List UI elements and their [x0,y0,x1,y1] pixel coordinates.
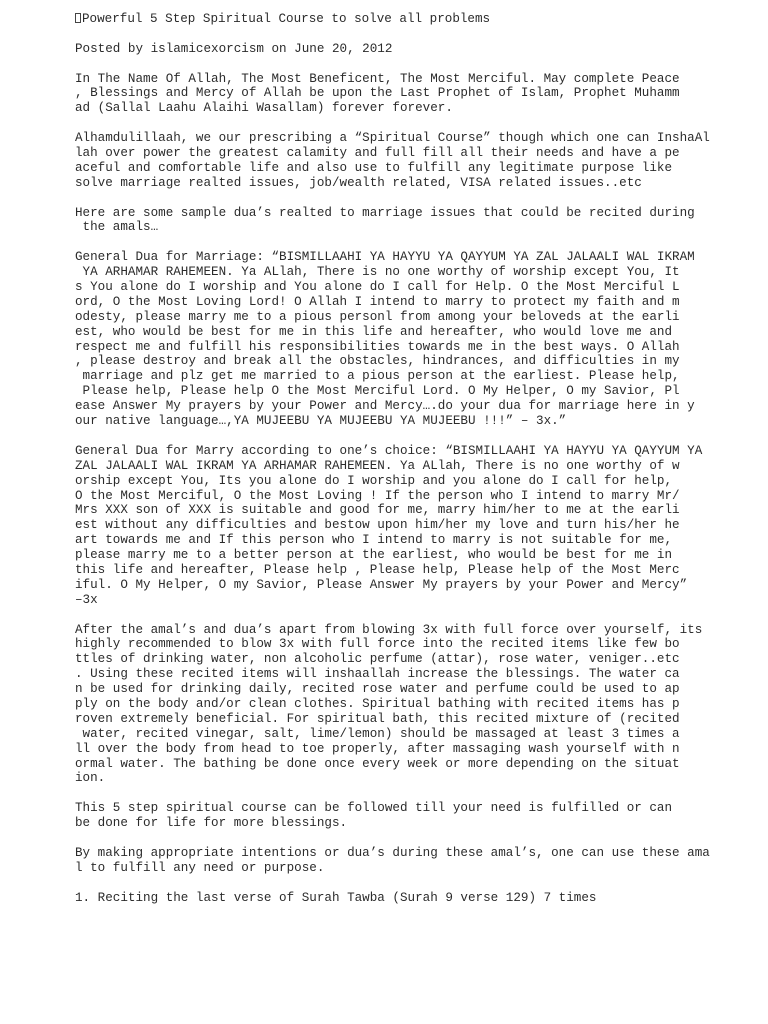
text-line: s You alone do I worship and You alone do I call for Help. O the Most Merciful L [75,280,680,295]
text-line: ZAL JALAALI WAL IKRAM YA ARHAMAR RAHEMEEN. Ya ALlah, There is no one worthy of w [75,458,680,473]
text-line: Here are some sample dua’s realted to marriage issues that could be recited during [75,205,695,220]
text-line: marriage and plz get me married to a pious person at the earliest. Please help, [75,369,680,384]
general-dua-choice-paragraph [75,444,715,608]
text-line: est, who would be best for me in this life and hereafter, who would love me and [75,324,673,339]
text-line: 1. Reciting the last verse of Surah Tawba (Surah 9 verse 129) 7 times [75,890,597,905]
text-line: roven extremely beneficial. For spiritual bath, this recited mixture of (recited [75,711,680,726]
text-line: aceful and comfortable life and also use to fulfill any legitimate purpose like [75,160,673,175]
paragraph-list [75,72,715,906]
sample-dua-paragraph [75,206,715,236]
text-line: be done for life for more blessings. [75,816,348,831]
text-line: please marry me to a better person at the earliest, who would be best for me in [75,548,673,563]
intentions-paragraph [75,846,715,876]
paragraph-gap [75,27,715,42]
post-byline: Posted by islamicexorcism on June 20, 2012 [75,41,393,56]
text-line: highly recommended to blow 3x with full force into the recited items like few bo [75,637,680,652]
text-line: this life and hereafter, Please help , Please help, Please help of the Most Merc [75,562,680,577]
text-line: By making appropriate intentions or dua’s during these amal’s, one can use these ama [75,845,710,860]
text-line: est without any difficulties and bestow upon him/her my love and turn his/her he [75,518,680,533]
text-line: art towards me and If this person who I intend to marry is not suitable for me, [75,533,673,548]
document-body [75,12,715,905]
step-one-paragraph [75,891,715,906]
paragraph-gap [75,786,715,801]
paragraph-gap [75,608,715,623]
text-line: General Dua for Marriage: “BISMILLAAHI YA HAYYU YA QAYYUM YA ZAL JALAALI WAL IKRAM [75,250,695,265]
follow-course-paragraph [75,801,715,831]
text-line: iful. O My Helper, O my Savior, Please Answer My prayers by your Power and Mercy” [75,577,688,592]
text-line: General Dua for Marry according to one’s choice: “BISMILLAAHI YA HAYYU YA QAYYUM YA [75,443,703,458]
text-line: , please destroy and break all the obstacles, hindrances, and difficulties in my [75,354,680,369]
paragraph-gap [75,429,715,444]
text-line: Alhamdulillaah, we our prescribing a “Spiritual Course” though which one can InshaAl [75,131,710,146]
text-line: n be used for drinking daily, recited rose water and perfume could be used to ap [75,682,680,697]
text-line: ad (Sallal Laahu Alaihi Wasallam) forever forever. [75,101,453,116]
text-line: our native language…,YA MUJEEBU YA MUJEEBU YA MUJEEBU !!!” – 3x.” [75,414,567,429]
paragraph-gap [75,876,715,891]
text-line: In The Name Of Allah, The Most Beneficent, The Most Merciful. May complete Peace [75,71,680,86]
paragraph-gap [75,191,715,206]
text-line: solve marriage realted issues, job/wealth related, VISA related issues..etc [75,175,642,190]
text-line: . Using these recited items will inshaallah increase the blessings. The water ca [75,667,680,682]
text-line: ion. [75,771,106,786]
paragraph-gap [75,57,715,72]
text-line: odesty, please marry me to a pious personl from among your beloveds at the earli [75,309,680,324]
text-line: ord, O the Most Loving Lord! O Allah I intend to marry to protect my faith and m [75,294,680,309]
after-amal-paragraph [75,623,715,787]
general-dua-marriage-paragraph [75,250,715,429]
text-line: Please help, Please help O the Most Merciful Lord. O My Helper, O my Savior, Pl [75,384,680,399]
course-paragraph [75,131,715,191]
text-line: ll over the body from head to toe properly, after massaging wash yourself with n [75,741,680,756]
text-line: ttles of drinking water, non alcoholic perfume (attar), rose water, veniger..etc [75,652,680,667]
text-line: l to fulfill any need or purpose. [75,860,325,875]
paragraph-gap [75,831,715,846]
text-line: Mrs XXX son of XXX is suitable and good for me, marry him/her to me at the earli [75,503,680,518]
text-line: ply on the body and/or clean clothes. Spiritual bathing with recited items has p [75,696,680,711]
text-line: This 5 step spiritual course can be followed till your need is fulfilled or can [75,801,673,816]
text-line: ease Answer My prayers by your Power and Mercy….do your dua for marriage here in y [75,399,695,414]
missing-glyph-icon [75,13,81,23]
text-line: the amals… [75,220,159,235]
document-title [75,12,715,27]
text-line: respect me and fulfill his responsibilities towards me in the best ways. O Allah [75,339,680,354]
text-line: lah over power the greatest calamity and full fill all their needs and have a pe [75,146,680,161]
text-line: YA ARHAMAR RAHEMEEN. Ya ALlah, There is no one worthy of worship except You, It [75,265,680,280]
text-line: –3x [75,592,98,607]
text-line: O the Most Merciful, O the Most Loving ! If the person who I intend to marry Mr/ [75,488,680,503]
text-line: , Blessings and Mercy of Allah be upon the Last Prophet of Islam, Prophet Muhamm [75,86,680,101]
text-line: water, recited vinegar, salt, lime/lemon) should be massaged at least 3 times a [75,726,680,741]
text-line: ormal water. The bathing be done once every week or more depending on the situat [75,756,680,771]
paragraph-gap [75,116,715,131]
intro-paragraph [75,72,715,117]
text-line: After the amal’s and dua’s apart from blowing 3x with full force over yourself, its [75,622,703,637]
text-line: orship except You, Its you alone do I worship and you alone do I call for help, [75,473,673,488]
document-title-text: Powerful 5 Step Spiritual Course to solve all problems [82,12,491,26]
paragraph-gap [75,235,715,250]
